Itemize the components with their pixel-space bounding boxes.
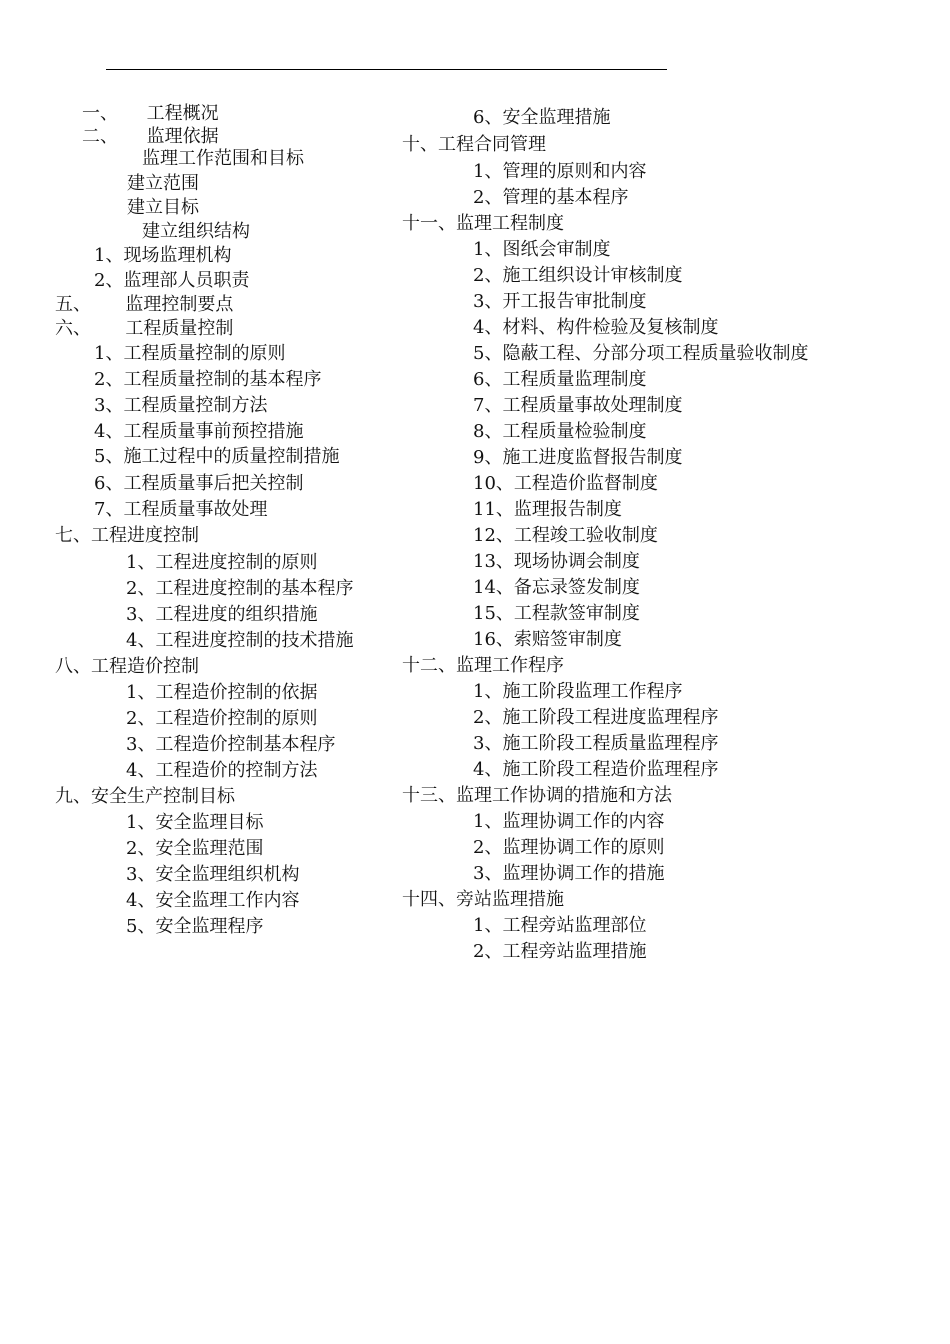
- toc-entry: 建立范围: [127, 173, 199, 194]
- toc-entry: 12、工程竣工验收制度: [473, 525, 658, 546]
- toc-section-heading: 五、 监理控制要点: [55, 294, 234, 315]
- toc-entry: 2、工程旁站监理措施: [473, 941, 647, 962]
- toc-entry: 2、监理部人员职责: [94, 270, 250, 291]
- toc-entry: 3、工程进度的组织措施: [126, 604, 318, 625]
- toc-entry: 监理工作范围和目标: [142, 148, 304, 169]
- toc-entry: 1、现场监理机构: [94, 245, 232, 266]
- toc-entry: 4、工程进度控制的技术措施: [126, 630, 354, 651]
- toc-entry: 1、安全监理目标: [126, 812, 264, 833]
- toc-entry: 一、 工程概况: [82, 103, 219, 124]
- toc-entry: 1、图纸会审制度: [473, 239, 611, 260]
- toc-entry: 4、安全监理工作内容: [126, 890, 300, 911]
- toc-entry: 3、安全监理组织机构: [126, 864, 300, 885]
- toc-entry: 7、工程质量事故处理制度: [473, 395, 683, 416]
- toc-entry: 4、施工阶段工程造价监理程序: [473, 759, 719, 780]
- toc-entry: 1、管理的原则和内容: [473, 161, 647, 182]
- toc-entry: 11、监理报告制度: [473, 499, 622, 520]
- toc-entry: 4、工程造价的控制方法: [126, 760, 318, 781]
- toc-entry: 6、安全监理措施: [473, 107, 611, 128]
- toc-entry: 7、工程质量事故处理: [94, 499, 268, 520]
- toc-section-heading: 十、工程合同管理: [402, 134, 546, 155]
- toc-entry: 16、索赔签审制度: [473, 629, 622, 650]
- toc-entry: 1、工程造价控制的依据: [126, 682, 318, 703]
- toc-entry: 建立目标: [127, 197, 199, 218]
- toc-entry: 4、工程质量事前预控措施: [94, 421, 304, 442]
- toc-entry: 13、现场协调会制度: [473, 551, 640, 572]
- toc-entry: 1、施工阶段监理工作程序: [473, 681, 683, 702]
- toc-entry: 2、施工组织设计审核制度: [473, 265, 683, 286]
- toc-section-heading: 十三、监理工作协调的措施和方法: [402, 785, 672, 806]
- toc-entry: 5、隐蔽工程、分部分项工程质量验收制度: [473, 343, 809, 364]
- toc-entry: 二、 监理依据: [82, 126, 219, 147]
- toc-entry: 5、安全监理程序: [126, 916, 264, 937]
- toc-entry: 1、工程进度控制的原则: [126, 552, 318, 573]
- toc-entry: 15、工程款签审制度: [473, 603, 640, 624]
- toc-entry: 3、开工报告审批制度: [473, 291, 647, 312]
- toc-entry: 3、监理协调工作的措施: [473, 863, 665, 884]
- toc-section-heading: 十一、监理工程制度: [402, 213, 564, 234]
- toc-entry: 2、管理的基本程序: [473, 187, 629, 208]
- toc-entry: 2、工程进度控制的基本程序: [126, 578, 354, 599]
- toc-entry: 2、工程质量控制的基本程序: [94, 369, 322, 390]
- toc-entry: 6、工程质量监理制度: [473, 369, 647, 390]
- header-rule: [106, 69, 667, 70]
- toc-section-heading: 九、安全生产控制目标: [55, 786, 235, 807]
- toc-entry: 8、工程质量检验制度: [473, 421, 647, 442]
- toc-entry: 2、施工阶段工程进度监理程序: [473, 707, 719, 728]
- toc-entry: 3、工程造价控制基本程序: [126, 734, 336, 755]
- toc-entry: 4、材料、构件检验及复核制度: [473, 317, 719, 338]
- toc-entry: 5、施工过程中的质量控制措施: [94, 446, 340, 467]
- toc-entry: 3、工程质量控制方法: [94, 395, 268, 416]
- toc-entry: 1、监理协调工作的内容: [473, 811, 665, 832]
- toc-section-heading: 七、工程进度控制: [55, 525, 199, 546]
- toc-entry: 6、工程质量事后把关控制: [94, 473, 304, 494]
- toc-entry: 10、工程造价监督制度: [473, 473, 658, 494]
- toc-entry: 2、安全监理范围: [126, 838, 264, 859]
- toc-section-heading: 八、工程造价控制: [55, 656, 199, 677]
- toc-section-heading: 十二、监理工作程序: [402, 655, 564, 676]
- toc-entry: 1、工程质量控制的原则: [94, 343, 286, 364]
- toc-entry: 2、监理协调工作的原则: [473, 837, 665, 858]
- toc-section-heading: 六、 工程质量控制: [55, 318, 234, 339]
- toc-entry: 14、备忘录签发制度: [473, 577, 640, 598]
- toc-entry: 1、工程旁站监理部位: [473, 915, 647, 936]
- toc-entry: 2、工程造价控制的原则: [126, 708, 318, 729]
- toc-section-heading: 十四、旁站监理措施: [402, 889, 564, 910]
- toc-entry: 9、施工进度监督报告制度: [473, 447, 683, 468]
- toc-entry: 建立组织结构: [142, 221, 250, 242]
- toc-entry: 3、施工阶段工程质量监理程序: [473, 733, 719, 754]
